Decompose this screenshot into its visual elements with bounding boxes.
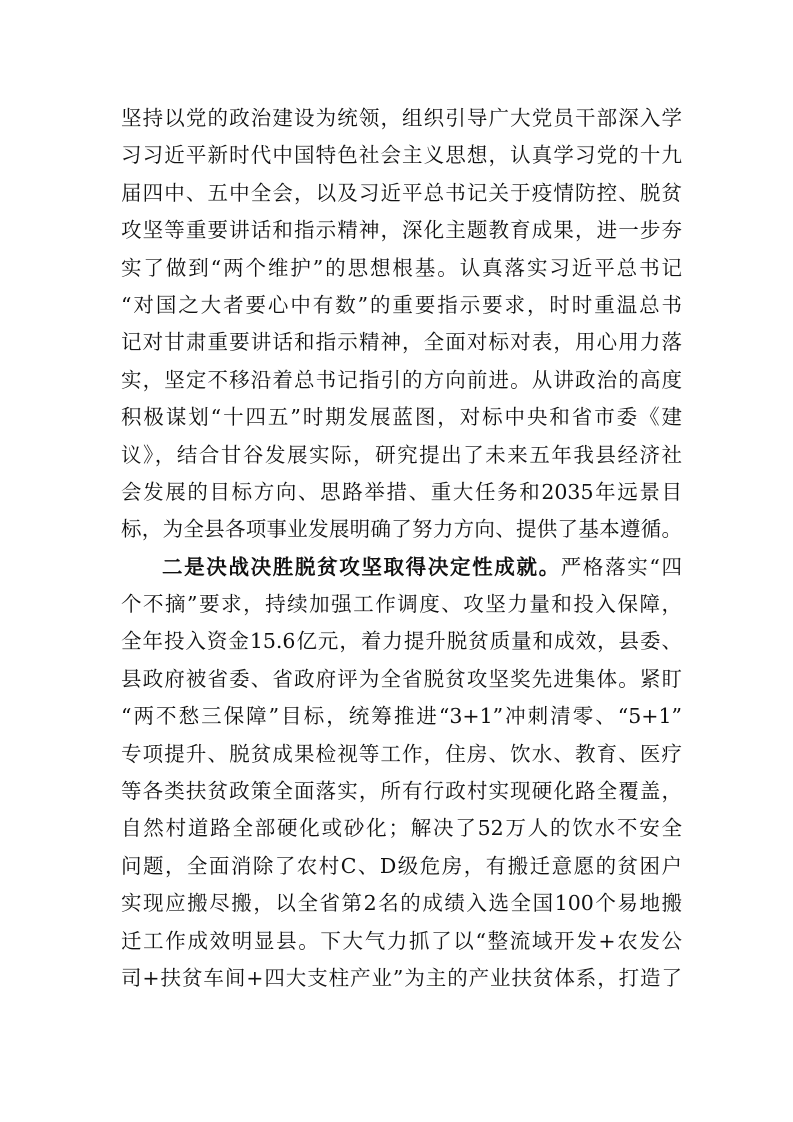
text-line: 实现应搬尽搬，以全省第2名的成绩入选全国100个易地搬 <box>121 891 682 916</box>
text-line: 专项提升、脱贫成果检视等工作，住房、饮水、教育、医疗 <box>121 741 682 766</box>
text-line: 攻坚等重要讲话和指示精神，深化主题教育成果，进一步夯 <box>121 218 682 243</box>
body-text <box>121 100 682 997</box>
text-line: 全年投入资金15.6亿元，着力提升脱贫质量和成效，县委、 <box>121 629 682 654</box>
text-line: 议》，结合甘谷发展实际，研究提出了未来五年我县经济社 <box>121 442 682 467</box>
text-line: 实，坚定不移沿着总书记指引的方向前进。从讲政治的高度 <box>121 367 682 392</box>
paragraph-2-heading: 二是决战决胜脱贫攻坚取得决定性成就。 <box>162 554 561 579</box>
text-line: 习习近平新时代中国特色社会主义思想，认真学习党的十九 <box>121 143 682 168</box>
text-line: 实了做到“两个维护”的思想根基。认真落实习近平总书记 <box>121 255 682 280</box>
text-line: 问题，全面消除了农村C、D级危房，有搬迁意愿的贫困户 <box>121 853 682 878</box>
text-line: 会发展的目标方向、思路举措、重大任务和2035年远景目 <box>121 479 682 504</box>
text-line: 记对甘肃重要讲话和指示精神，全面对标对表，用心用力落 <box>121 330 682 355</box>
text-line: 坚持以党的政治建设为统领，组织引导广大党员干部深入学 <box>121 106 682 130</box>
paragraph-2-first-line-rest: 严格落实“四 <box>560 554 682 579</box>
text-line: 积极谋划“十四五”时期发展蓝图，对标中央和省市委《建 <box>121 405 682 430</box>
text-line: 县政府被省委、省政府评为全省脱贫攻坚奖先进集体。紧盯 <box>121 666 682 691</box>
text-line: 届四中、五中全会，以及习近平总书记关于疫情防控、脱贫 <box>121 180 682 205</box>
paragraph-2-first-line <box>121 549 682 586</box>
text-line: 等各类扶贫政策全面落实，所有行政村实现硬化路全覆盖， <box>121 779 682 804</box>
text-line: 司+扶贫车间+四大支柱产业”为主的产业扶贫体系，打造了 <box>121 965 682 990</box>
text-line: 自然村道路全部硬化或砂化；解决了52万人的饮水不安全 <box>121 816 682 841</box>
text-line: “对国之大者要心中有数”的重要指示要求，时时重温总书 <box>121 292 682 317</box>
text-line: 标，为全县各项事业发展明确了努力方向、提供了基本遵循。 <box>121 517 682 542</box>
text-line: 个不摘”要求，持续加强工作调度、攻坚力量和投入保障， <box>121 592 682 617</box>
text-line: “两不愁三保障”目标，统筹推进“3+1”冲刺清零、“5+1” <box>121 704 682 729</box>
text-line: 迁工作成效明显县。下大气力抓了以“整流域开发+农发公 <box>121 928 682 953</box>
